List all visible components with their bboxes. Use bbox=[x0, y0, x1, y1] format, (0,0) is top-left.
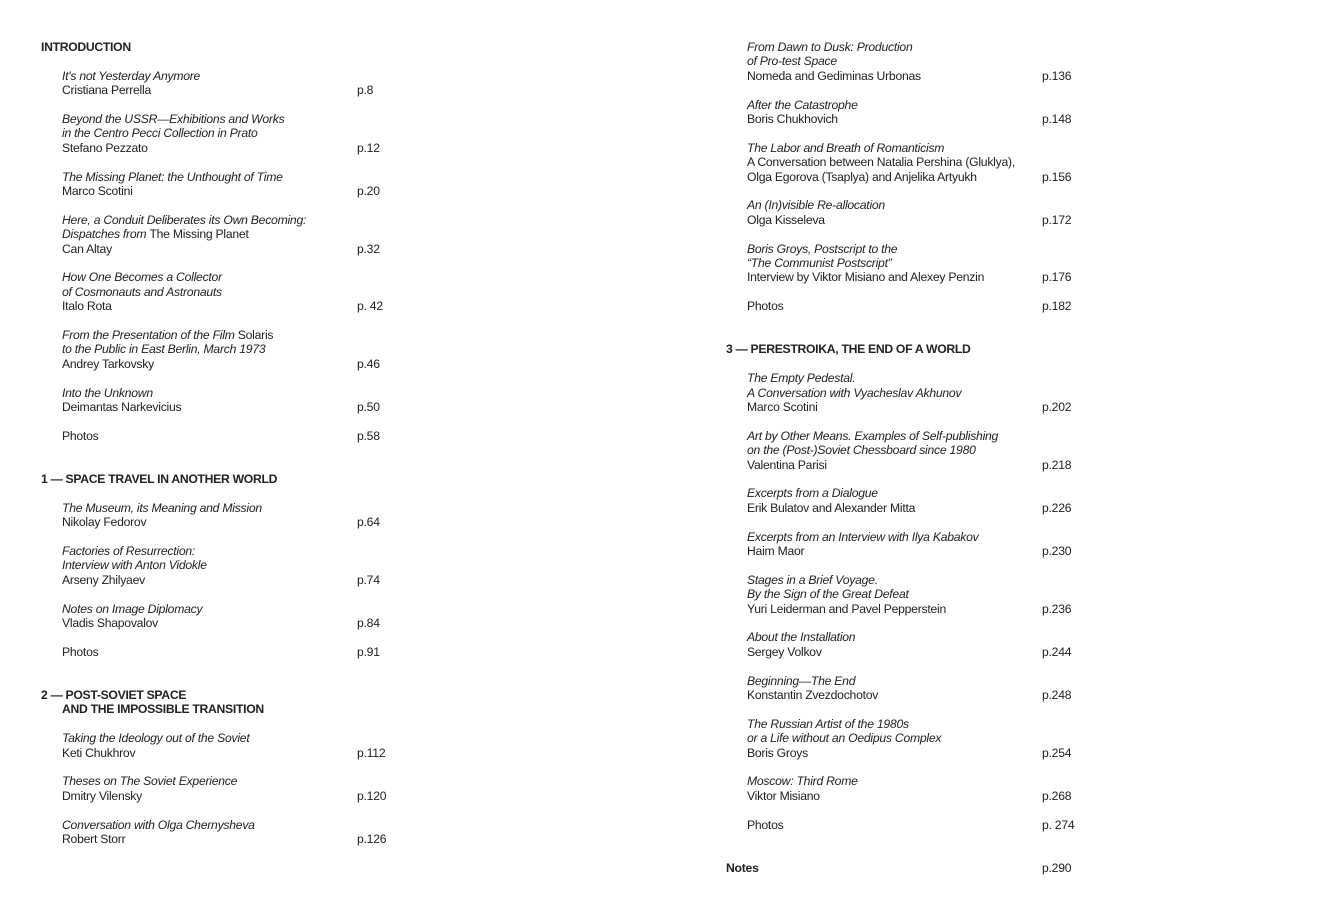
title-segment: Here, a Conduit Deliberates its Own Becoming: bbox=[62, 212, 307, 227]
entry-author: Andrey Tarkovsky bbox=[62, 356, 154, 371]
entry-author: Photos bbox=[62, 644, 99, 659]
title-segment: From Dawn to Dusk: Production bbox=[747, 40, 913, 54]
entry-title bbox=[747, 486, 1106, 500]
entry-author: Keti Chukhrov bbox=[62, 745, 136, 760]
title-segment: Stages in a Brief Voyage. bbox=[747, 572, 878, 587]
toc-entry bbox=[41, 544, 421, 587]
entry-author: Erik Bulatov and Alexander Mitta bbox=[747, 500, 916, 515]
title-segment: Dispatches from bbox=[62, 227, 150, 242]
entry-page-number: p.84 bbox=[357, 616, 380, 631]
entry-page-number: p.218 bbox=[1042, 457, 1072, 472]
title-segment: A Conversation with Vyacheslav Akhunov bbox=[747, 385, 962, 400]
entry-author: Boris Chukhovich bbox=[747, 112, 838, 127]
entry-page-number: p.8 bbox=[357, 83, 374, 98]
section-heading bbox=[41, 472, 421, 486]
title-segment: The Museum, its Meaning and Mission bbox=[62, 500, 262, 515]
title-segment: in the Centro Pecci Collection in Prato bbox=[62, 126, 258, 141]
toc-entry bbox=[41, 112, 421, 155]
entry-page-number: p.136 bbox=[1042, 68, 1072, 83]
toc-entry bbox=[726, 98, 1106, 127]
entry-title bbox=[747, 630, 1106, 644]
title-segment: The Russian Artist of the 1980s bbox=[747, 716, 909, 731]
entry-author: Olga Egorova (Tsaplya) and Anjelika Artyukh bbox=[747, 169, 977, 184]
entry-page-number: p.32 bbox=[357, 241, 380, 256]
title-segment: The Missing Planet bbox=[149, 227, 249, 242]
toc-section bbox=[41, 472, 421, 659]
entry-page-number: p.120 bbox=[357, 788, 387, 803]
title-segment: on the (Post-)Soviet Chessboard since 1980 bbox=[747, 443, 976, 458]
entry-author: Yuri Leiderman and Pavel Pepperstein bbox=[747, 601, 946, 616]
entry-author: Photos bbox=[747, 299, 784, 314]
toc-entry bbox=[726, 371, 1106, 414]
entry-page-number: p.148 bbox=[1042, 112, 1072, 127]
entry-page-number: p.156 bbox=[1042, 169, 1072, 184]
entry-title bbox=[62, 213, 421, 227]
entry-author: Konstantin Zvezdochotov bbox=[747, 688, 879, 703]
title-segment: The Empty Pedestal. bbox=[747, 371, 856, 386]
entry-page-number: p.244 bbox=[1042, 644, 1072, 659]
entry-page-number: p.172 bbox=[1042, 212, 1072, 227]
toc-entry bbox=[41, 731, 421, 760]
toc-entry bbox=[726, 299, 1106, 313]
entry-page-number: p.58 bbox=[357, 428, 380, 443]
toc-continued-entries bbox=[726, 40, 1106, 314]
entry-page-number: p.91 bbox=[357, 644, 380, 659]
title-segment: Solaris bbox=[237, 328, 274, 343]
entry-title bbox=[62, 170, 421, 184]
notes-entry bbox=[726, 861, 1106, 875]
toc-entry bbox=[41, 386, 421, 415]
title-segment: About the Installation bbox=[747, 630, 856, 645]
entry-title bbox=[747, 587, 1106, 601]
entry-title bbox=[62, 69, 421, 83]
entry-title bbox=[747, 530, 1106, 544]
entry-title bbox=[62, 501, 421, 515]
title-segment: From the Presentation of the Film bbox=[62, 328, 238, 343]
entry-author: Nikolay Fedorov bbox=[62, 515, 147, 530]
entry-page-number: p.230 bbox=[1042, 544, 1072, 559]
entry-title bbox=[747, 198, 1106, 212]
entry-page-number: p.182 bbox=[1042, 299, 1072, 314]
toc-entry bbox=[41, 645, 421, 659]
title-segment: of Pro-test Space bbox=[747, 54, 837, 69]
title-segment: The Labor and Breath of Romanticism bbox=[747, 140, 945, 155]
entry-page-number: p.64 bbox=[357, 515, 380, 530]
entry-page-number: p.248 bbox=[1042, 688, 1072, 703]
entry-page-number: p. 274 bbox=[1042, 817, 1075, 832]
title-segment: Taking the Ideology out of the Soviet bbox=[62, 731, 250, 746]
entry-title bbox=[62, 126, 421, 140]
entry-page-number: p.74 bbox=[357, 572, 380, 587]
entry-title bbox=[62, 818, 421, 832]
entry-page-number: p.112 bbox=[357, 745, 386, 760]
title-segment: or a Life without an Oedipus Complex bbox=[747, 731, 942, 746]
entry-author: Arseny Zhilyaev bbox=[62, 572, 145, 587]
title-segment: Conversation with Olga Chernysheva bbox=[62, 817, 255, 832]
title-segment: Interview with Anton Vidokle bbox=[62, 558, 207, 573]
entry-author: Vladis Shapovalov bbox=[62, 616, 159, 631]
toc-entry bbox=[41, 328, 421, 371]
section-heading-line: 1 — SPACE TRAVEL IN ANOTHER WORLD bbox=[41, 472, 278, 487]
toc-entry bbox=[726, 429, 1106, 472]
toc-entry bbox=[41, 213, 421, 256]
entry-author: Cristiana Perrella bbox=[62, 83, 151, 98]
entry-title bbox=[62, 544, 421, 558]
entry-page-number: p.20 bbox=[357, 184, 380, 199]
entry-title bbox=[747, 731, 1106, 745]
entry-title bbox=[62, 270, 421, 284]
entry-page-number: p.12 bbox=[357, 140, 380, 155]
entry-title bbox=[62, 731, 421, 745]
entry-page-number: p.254 bbox=[1042, 745, 1072, 760]
entry-title bbox=[747, 40, 1106, 54]
title-segment: By the Sign of the Great Defeat bbox=[747, 587, 909, 602]
entry-author: Viktor Misiano bbox=[747, 788, 820, 803]
entry-page-number: p.226 bbox=[1042, 500, 1072, 515]
toc-entry bbox=[41, 69, 421, 98]
toc-entry bbox=[726, 630, 1106, 659]
section-heading bbox=[41, 40, 421, 54]
entry-title bbox=[747, 256, 1106, 270]
toc-entry bbox=[726, 242, 1106, 285]
entry-author: Dmitry Vilensky bbox=[62, 788, 142, 803]
entry-title bbox=[62, 285, 421, 299]
section-heading-line: AND THE IMPOSSIBLE TRANSITION bbox=[62, 702, 264, 717]
entry-author: A Conversation between Natalia Pershina (Gluklya), bbox=[747, 155, 1015, 170]
toc-entry bbox=[726, 818, 1106, 832]
section-heading bbox=[41, 688, 421, 717]
entry-title bbox=[62, 774, 421, 788]
title-segment: Excerpts from an Interview with Ilya Kabakov bbox=[747, 529, 979, 544]
toc-entry bbox=[41, 270, 421, 313]
title-segment: Beyond the USSR—Exhibitions and Works bbox=[62, 112, 285, 126]
entry-title bbox=[62, 227, 421, 241]
entry-title bbox=[62, 602, 421, 616]
entry-author: Haim Maor bbox=[747, 544, 805, 559]
entry-title bbox=[62, 112, 421, 126]
entry-page-number: p.268 bbox=[1042, 788, 1072, 803]
title-segment: Notes on Image Diplomacy bbox=[62, 601, 203, 616]
entry-author: Can Altay bbox=[62, 241, 112, 256]
toc-entry bbox=[41, 602, 421, 631]
title-segment: to the Public in East Berlin, March 1973 bbox=[62, 342, 266, 357]
entry-author: Robert Storr bbox=[62, 832, 126, 847]
entry-page-number: p.46 bbox=[357, 356, 380, 371]
entry-author: Deimantas Narkevicius bbox=[62, 400, 182, 415]
entry-title bbox=[747, 429, 1106, 443]
title-segment: Art by Other Means. Examples of Self-publishing bbox=[747, 428, 999, 443]
title-segment: Factories of Resurrection: bbox=[62, 544, 196, 559]
entry-title bbox=[62, 342, 421, 356]
toc-entry bbox=[41, 501, 421, 530]
toc-entry bbox=[41, 818, 421, 847]
toc-section bbox=[41, 40, 421, 443]
title-segment: After the Catastrophe bbox=[747, 97, 858, 112]
entry-author: Valentina Parisi bbox=[747, 457, 827, 472]
notes-label: Notes bbox=[726, 860, 759, 875]
title-segment: “The Communist Postscript” bbox=[747, 256, 892, 271]
entry-title bbox=[747, 386, 1106, 400]
section-heading-line: 3 — PERESTROIKA, THE END OF A WORLD bbox=[726, 342, 971, 357]
title-segment: It's not Yesterday Anymore bbox=[62, 68, 201, 83]
entry-page-number: p.126 bbox=[357, 832, 387, 847]
toc-section bbox=[41, 688, 421, 846]
entry-page-number: p.236 bbox=[1042, 601, 1072, 616]
title-segment: Boris Groys, Postscript to the bbox=[747, 241, 898, 256]
toc-entry bbox=[726, 40, 1106, 83]
entry-author: Photos bbox=[747, 817, 784, 832]
entry-page-number: p.50 bbox=[357, 400, 380, 415]
toc-entry bbox=[41, 429, 421, 443]
entry-title bbox=[62, 558, 421, 572]
entry-author: Stefano Pezzato bbox=[62, 140, 148, 155]
toc-entry bbox=[726, 774, 1106, 803]
section-heading-line: INTRODUCTION bbox=[41, 40, 131, 54]
entry-author: Photos bbox=[62, 428, 99, 443]
toc-entry bbox=[726, 573, 1106, 616]
entry-author: Boris Groys bbox=[747, 745, 808, 760]
entry-title bbox=[747, 371, 1106, 385]
toc-entry bbox=[726, 530, 1106, 559]
entry-title bbox=[747, 98, 1106, 112]
section-heading bbox=[726, 342, 1106, 356]
toc-right-column bbox=[726, 40, 1106, 875]
toc-entry bbox=[41, 170, 421, 199]
title-segment: An (In)visible Re-allocation bbox=[747, 198, 885, 213]
toc-entry bbox=[726, 141, 1106, 184]
toc-entry bbox=[726, 674, 1106, 703]
toc-section bbox=[726, 342, 1106, 832]
toc-entry bbox=[726, 198, 1106, 227]
notes-page-number: p.290 bbox=[1042, 860, 1072, 875]
title-segment: Moscow: Third Rome bbox=[747, 774, 858, 789]
entry-page-number: p. 42 bbox=[357, 299, 383, 314]
entry-title bbox=[747, 717, 1106, 731]
entry-title bbox=[62, 328, 421, 342]
title-segment: Excerpts from a Dialogue bbox=[747, 486, 878, 501]
title-segment: Theses on The Soviet Experience bbox=[62, 774, 238, 789]
entry-title bbox=[747, 443, 1106, 457]
title-segment: How One Becomes a Collector bbox=[62, 270, 222, 285]
toc-entry bbox=[41, 774, 421, 803]
entry-author: Italo Rota bbox=[62, 299, 112, 314]
toc-entry bbox=[726, 717, 1106, 760]
entry-title bbox=[747, 573, 1106, 587]
entry-page-number: p.176 bbox=[1042, 270, 1072, 285]
title-segment: Into the Unknown bbox=[62, 385, 153, 400]
entry-author: Marco Scotini bbox=[62, 184, 133, 199]
section-heading-line: 2 — POST-SOVIET SPACE bbox=[41, 688, 187, 703]
entry-page-number: p.202 bbox=[1042, 400, 1072, 415]
entry-title bbox=[747, 242, 1106, 256]
entry-title bbox=[747, 774, 1106, 788]
entry-title bbox=[62, 386, 421, 400]
toc-entry bbox=[726, 486, 1106, 515]
toc-left-column bbox=[41, 40, 421, 875]
entry-author: Nomeda and Gediminas Urbonas bbox=[747, 68, 921, 83]
entry-author: Olga Kisseleva bbox=[747, 212, 825, 227]
entry-title bbox=[747, 141, 1106, 155]
title-segment: Beginning—The End bbox=[747, 673, 856, 688]
entry-author: Sergey Volkov bbox=[747, 644, 822, 659]
entry-title bbox=[747, 54, 1106, 68]
entry-author: Marco Scotini bbox=[747, 400, 818, 415]
entry-title bbox=[747, 674, 1106, 688]
title-segment: The Missing Planet: the Unthought of Time bbox=[62, 169, 283, 184]
title-segment: of Cosmonauts and Astronauts bbox=[62, 284, 222, 299]
entry-author: Interview by Viktor Misiano and Alexey Penzin bbox=[747, 270, 985, 285]
